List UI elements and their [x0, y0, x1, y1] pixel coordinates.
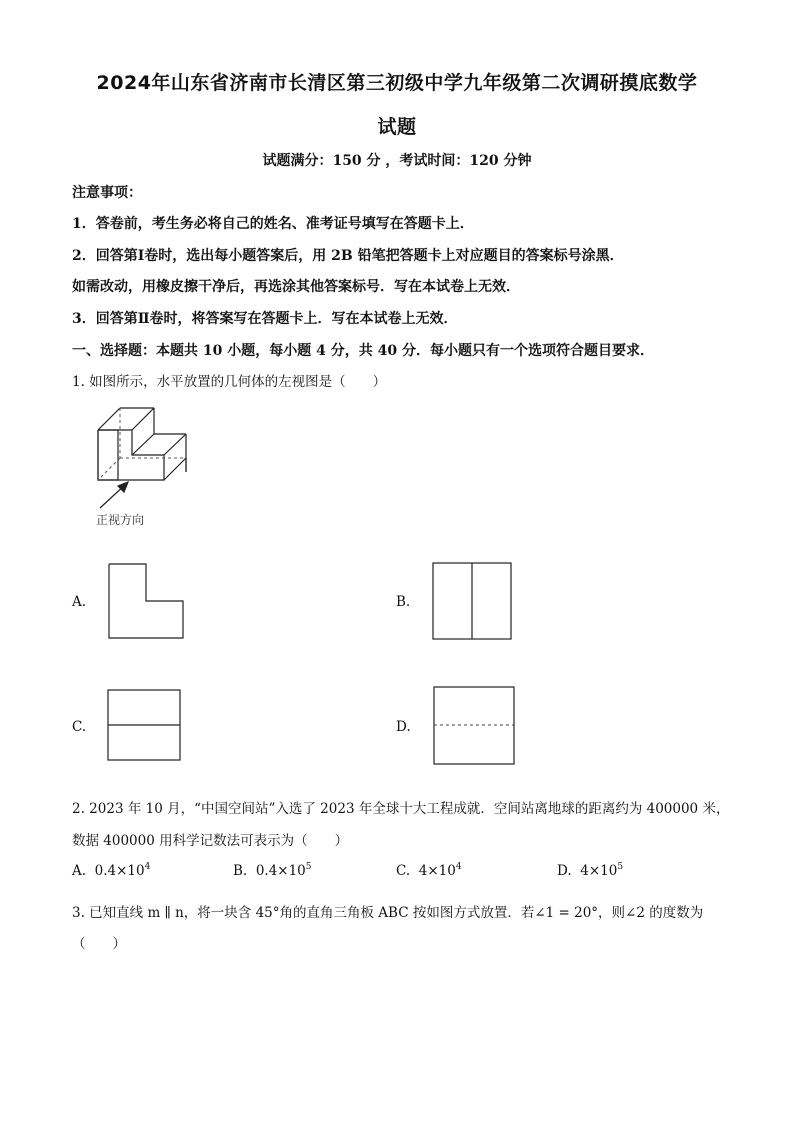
q2-option-a[interactable]: A. $0.4\times 10^4$ [72, 862, 151, 879]
question-3-text: 3. 已知直线 m ∥ n，将一块含 45°角的直角三角板 ABC 按如图方式放置．若∠1 = 20°，则∠2 的度数为 [72, 905, 704, 921]
question-3-text-cont: （ ） [72, 936, 126, 952]
q1-option-a-figure [108, 563, 186, 641]
question-1-text: 1. 如图所示，水平放置的几何体的左视图是（ ） [72, 374, 387, 390]
note-item-2-cont: 如需改动，用橡皮擦干净后，再选涂其他答案标号．写在本试卷上无效． [72, 279, 520, 295]
q1-solid-figure [88, 400, 228, 535]
note-item-1: 1．答卷前，考生务必将自己的姓名、准考证号填写在答题卡上． [72, 216, 474, 232]
front-face [98, 430, 118, 480]
q1-option-d-figure [433, 686, 517, 766]
l-outline [98, 430, 164, 480]
question-2-text-cont: 数据 400000 用科学记数法可表示为（ ） [72, 833, 349, 849]
section-heading: 一、选择题：本题共 10 小题，每小题 4 分，共 40 分．每小题只有一个选项符合题目要求． [72, 343, 654, 359]
page-title-line2: 试题 [377, 116, 417, 138]
exam-meta: 试题满分：150 分 ，考试时间：120 分钟 [262, 153, 532, 169]
note-item-3: 3．回答第Ⅱ卷时，将答案写在答题卡上．写在本试卷上无效． [72, 311, 458, 327]
page-title: 2024年山东省济南市长清区第三初级中学九年级第二次调研摸底数学 [96, 72, 698, 94]
q1-option-c-label[interactable]: C. [72, 719, 87, 735]
figure-caption: 正视方向 [96, 513, 145, 527]
q2-option-d[interactable]: D. $4\times 10^5$ [557, 862, 624, 879]
q1-option-a-label[interactable]: A. [72, 594, 87, 610]
q1-option-b-label[interactable]: B. [396, 594, 411, 610]
q2-option-c[interactable]: C. $4\times 10^4$ [396, 862, 462, 879]
q2-option-b[interactable]: B. $0.4\times 10^5$ [233, 862, 312, 879]
q1-option-b-figure [432, 562, 514, 642]
q1-option-d-label[interactable]: D. [396, 719, 411, 735]
note-item-2: 2．回答第Ⅰ卷时，选出每小题答案后，用 2B 铅笔把答题卡上对应题目的答案标号涂黑． [72, 248, 624, 264]
q1-option-c-figure [107, 689, 183, 763]
question-2-text: 2. 2023 年 10 月，“中国空间站”入选了 2023 年全球十大工程成就．空间站离地球的距离约为 400000 米， [72, 801, 730, 817]
notes-heading: 注意事项： [72, 185, 142, 201]
